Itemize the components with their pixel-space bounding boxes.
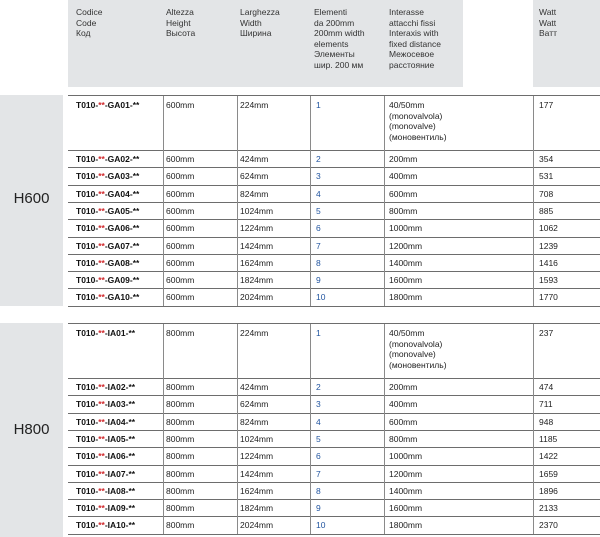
code-prefix: T010-: [76, 468, 99, 479]
cell-watt: 1416: [539, 257, 558, 268]
row-divider: [68, 430, 600, 431]
code-star: **: [98, 382, 105, 392]
cell-code: [76, 382, 135, 392]
interaxis-line: 400mm: [389, 399, 418, 410]
column-divider: [310, 324, 311, 534]
code-star: **: [98, 223, 105, 234]
header-elementi-line2: da 200mm: [314, 17, 355, 28]
code-suffix: -IA06-**: [104, 451, 136, 462]
cell-elements: 9: [316, 275, 321, 286]
code-suffix: -GA02-**: [104, 154, 140, 164]
cell-watt: 531: [539, 171, 554, 182]
code-suffix: -IA03-**: [104, 399, 136, 410]
cell-elements: 7: [316, 468, 321, 479]
cell-height: 800mm: [166, 451, 195, 462]
cell-elements: 9: [316, 503, 321, 514]
row-divider: [68, 185, 600, 186]
code-suffix: -IA02-**: [104, 382, 136, 392]
code-star: **: [98, 240, 105, 251]
row-divider: [68, 534, 600, 535]
header-elementi-line4: elements: [314, 38, 349, 49]
header-elementi-line3: 200mm width: [314, 28, 365, 38]
column-divider: [533, 324, 534, 534]
cell-elements: 10: [316, 292, 326, 303]
interaxis-line: 1800mm: [389, 520, 423, 531]
cell-watt: 1770: [539, 292, 558, 303]
code-prefix: T010-: [76, 520, 99, 531]
row-divider: [68, 271, 600, 272]
interaxis-line: 1000mm: [389, 451, 423, 462]
cell-elements: 6: [316, 223, 321, 234]
cell-interaxis: [389, 503, 422, 514]
code-star: **: [98, 503, 105, 514]
column-divider: [533, 96, 534, 306]
code-star: **: [98, 399, 105, 410]
code-prefix: T010-: [76, 154, 99, 164]
cell-code: [76, 520, 135, 530]
row-divider: [68, 447, 600, 448]
row-divider: [68, 288, 600, 289]
code-suffix: -GA08-**: [104, 257, 140, 268]
cell-code: [76, 469, 135, 479]
interaxis-line: (моновентиль): [389, 359, 447, 370]
cell-interaxis: [389, 520, 422, 531]
code-suffix: -GA07-**: [104, 240, 140, 251]
header-elementi-line1: Elementi: [314, 7, 348, 17]
cell-elements: 2: [316, 382, 321, 392]
code-prefix: T010-: [76, 292, 99, 303]
cell-elements: 6: [316, 451, 321, 462]
interaxis-line: 800mm: [389, 205, 418, 216]
cell-code: [76, 154, 139, 164]
header-watt: [539, 7, 557, 39]
cell-elements: 8: [316, 257, 321, 268]
interaxis-line: 40/50mm: [389, 328, 425, 338]
cell-code: [76, 417, 135, 427]
header-larghezza-ru: Ширина: [240, 28, 272, 38]
code-star: **: [98, 171, 105, 182]
column-divider: [384, 324, 385, 534]
cell-height: 600mm: [166, 100, 195, 110]
cell-watt: 1422: [539, 451, 558, 462]
header-codice-en: Code: [76, 17, 97, 28]
cell-width: 1824mm: [240, 275, 274, 286]
code-suffix: -IA04-**: [104, 416, 136, 427]
interaxis-line: 1800mm: [389, 292, 423, 303]
cell-height: 600mm: [166, 240, 195, 251]
header-larghezza-en: Width: [240, 17, 262, 28]
code-star: **: [98, 416, 105, 427]
interaxis-line: 1600mm: [389, 503, 423, 514]
cell-watt: 1185: [539, 433, 558, 444]
row-divider: [68, 254, 600, 255]
cell-watt: 2133: [539, 503, 558, 514]
code-prefix: T010-: [76, 451, 99, 462]
column-divider: [384, 96, 385, 306]
cell-width: 1224mm: [240, 223, 274, 234]
code-star: **: [98, 433, 105, 444]
cell-watt: 237: [539, 328, 554, 338]
code-prefix: T010-: [76, 240, 99, 251]
cell-elements: 10: [316, 520, 326, 531]
header-interasse-line5: Межосевое: [389, 49, 435, 59]
cell-width: 224mm: [240, 328, 269, 338]
cell-width: 1624mm: [240, 257, 274, 268]
row-divider: [68, 413, 600, 414]
row-divider: [68, 465, 600, 466]
cell-interaxis: [389, 241, 422, 252]
row-divider: [68, 167, 600, 168]
interaxis-line: 200mm: [389, 382, 418, 392]
group-label-h800: H800: [13, 421, 50, 438]
cell-elements: 5: [316, 433, 321, 444]
cell-elements: 5: [316, 205, 321, 216]
interaxis-line: 40/50mm: [389, 100, 425, 110]
cell-height: 800mm: [166, 328, 195, 338]
cell-width: 424mm: [240, 154, 269, 164]
cell-height: 800mm: [166, 503, 195, 514]
code-prefix: T010-: [76, 328, 99, 338]
code-suffix: -GA10-**: [104, 292, 140, 303]
cell-code: [76, 486, 135, 496]
cell-height: 800mm: [166, 485, 195, 496]
header-interasse: [389, 7, 441, 70]
cell-code: [76, 171, 139, 181]
code-prefix: T010-: [76, 188, 99, 199]
cell-elements: 2: [316, 154, 321, 164]
cell-code: [76, 451, 135, 461]
header-altezza: [166, 7, 195, 39]
interaxis-line: 200mm: [389, 154, 418, 164]
header-interasse-line1: Interasse: [389, 7, 424, 17]
cell-interaxis: [389, 328, 447, 370]
cell-elements: 7: [316, 240, 321, 251]
code-star: **: [98, 275, 105, 286]
cell-width: 1024mm: [240, 205, 274, 216]
row-divider: [68, 150, 600, 151]
cell-watt: 1896: [539, 485, 558, 496]
cell-interaxis: [389, 275, 422, 286]
row-divider: [68, 516, 600, 517]
header-interasse-line4: fixed distance: [389, 38, 441, 49]
header-watt-it: Watt: [539, 7, 557, 17]
header-codice-it: Codice: [76, 7, 103, 17]
cell-height: 600mm: [166, 154, 195, 164]
header-interasse-line3: Interaxis with: [389, 28, 439, 38]
cell-elements: 4: [316, 188, 321, 199]
code-suffix: -IA07-**: [104, 468, 136, 479]
cell-interaxis: [389, 171, 417, 182]
column-divider: [163, 324, 164, 534]
interaxis-line: 600mm: [389, 188, 418, 199]
header-interasse-line2: attacchi fissi: [389, 17, 436, 28]
cell-height: 600mm: [166, 292, 195, 303]
group-label-h600: H600: [13, 190, 50, 207]
row-divider: [68, 95, 600, 96]
cell-width: 1224mm: [240, 451, 274, 462]
cell-height: 600mm: [166, 275, 195, 286]
cell-watt: 1239: [539, 240, 558, 251]
header-watt-ru: Ватт: [539, 28, 557, 38]
code-suffix: -GA06-**: [104, 223, 140, 234]
code-star: **: [98, 520, 105, 531]
header-altezza-ru: Высота: [166, 28, 196, 38]
cell-watt: 1062: [539, 223, 558, 234]
cell-elements: 4: [316, 416, 321, 427]
cell-width: 424mm: [240, 382, 269, 392]
cell-width: 2024mm: [240, 520, 274, 531]
interaxis-line: 1400mm: [389, 257, 423, 268]
row-divider: [68, 499, 600, 500]
cell-interaxis: [389, 451, 422, 462]
cell-height: 800mm: [166, 433, 195, 444]
header-elementi-line5: Элементы: [314, 49, 355, 59]
code-suffix: -IA09-**: [104, 503, 136, 514]
cell-interaxis: [389, 189, 417, 200]
cell-interaxis: [389, 206, 417, 217]
cell-interaxis: [389, 434, 417, 445]
row-divider: [68, 395, 600, 396]
cell-elements: 3: [316, 171, 321, 182]
header-elementi: [314, 7, 365, 70]
column-divider: [237, 324, 238, 534]
cell-interaxis: [389, 154, 417, 165]
cell-watt: 1659: [539, 468, 558, 479]
cell-code: [76, 275, 139, 285]
header-larghezza-it: Larghezza: [240, 7, 280, 17]
column-divider: [237, 96, 238, 306]
code-prefix: T010-: [76, 503, 99, 514]
code-prefix: T010-: [76, 275, 99, 286]
code-suffix: -GA09-**: [104, 275, 140, 286]
cell-interaxis: [389, 399, 417, 410]
cell-code: [76, 503, 135, 513]
cell-interaxis: [389, 258, 422, 269]
interaxis-line: (monovalve): [389, 121, 436, 131]
cell-watt: 1593: [539, 275, 558, 286]
cell-height: 800mm: [166, 520, 195, 531]
row-divider: [68, 482, 600, 483]
code-suffix: -IA05-**: [104, 433, 136, 444]
cell-code: [76, 399, 135, 409]
interaxis-line: 600mm: [389, 416, 418, 427]
cell-elements: 1: [316, 100, 321, 110]
cell-interaxis: [389, 100, 447, 142]
cell-width: 624mm: [240, 171, 269, 182]
interaxis-line: 1400mm: [389, 485, 423, 496]
cell-watt: 177: [539, 100, 554, 110]
cell-elements: 3: [316, 399, 321, 410]
cell-watt: 711: [539, 399, 553, 410]
cell-code: [76, 189, 139, 199]
code-star: **: [98, 468, 105, 479]
cell-height: 800mm: [166, 468, 195, 479]
cell-width: 1024mm: [240, 433, 274, 444]
header-larghezza: [240, 7, 280, 39]
cell-width: 624mm: [240, 399, 269, 410]
cell-elements: 1: [316, 328, 321, 338]
code-prefix: T010-: [76, 205, 99, 216]
code-prefix: T010-: [76, 171, 99, 182]
cell-watt: 708: [539, 188, 554, 199]
interaxis-line: (monovalvola): [389, 338, 443, 349]
row-divider: [68, 219, 600, 220]
header-altezza-it: Altezza: [166, 7, 194, 17]
code-prefix: T010-: [76, 223, 99, 234]
code-suffix: -IA08-**: [104, 485, 136, 496]
header-codice: [76, 7, 102, 39]
interaxis-line: 400mm: [389, 171, 418, 182]
cell-height: 600mm: [166, 205, 195, 216]
interaxis-line: 1200mm: [389, 240, 423, 251]
cell-width: 1424mm: [240, 468, 274, 479]
code-suffix: -IA01-**: [104, 328, 136, 338]
header-codice-ru: Код: [76, 28, 91, 38]
cell-watt: 354: [539, 154, 554, 164]
cell-height: 800mm: [166, 382, 195, 392]
code-star: **: [98, 257, 105, 268]
code-suffix: -IA10-**: [104, 520, 136, 531]
header-watt-en: Watt: [539, 17, 557, 28]
cell-code: [76, 292, 139, 302]
cell-watt: 474: [539, 382, 554, 392]
code-suffix: -GA01-**: [104, 100, 140, 110]
code-prefix: T010-: [76, 100, 99, 110]
cell-interaxis: [389, 292, 422, 303]
cell-code: [76, 100, 139, 110]
cell-code: [76, 241, 139, 251]
code-prefix: T010-: [76, 382, 99, 392]
cell-width: 824mm: [240, 416, 269, 427]
interaxis-line: 1600mm: [389, 275, 423, 286]
cell-height: 800mm: [166, 416, 195, 427]
cell-interaxis: [389, 417, 417, 428]
code-star: **: [98, 154, 105, 164]
interaxis-line: 800mm: [389, 433, 418, 444]
code-star: **: [98, 205, 105, 216]
row-divider: [68, 306, 600, 307]
row-divider: [68, 237, 600, 238]
column-divider: [310, 96, 311, 306]
header-interasse-line6: расстояние: [389, 59, 435, 70]
cell-code: [76, 258, 139, 268]
cell-watt: 948: [539, 416, 554, 427]
cell-watt: 2370: [539, 520, 558, 531]
interaxis-line: 1000mm: [389, 223, 423, 234]
column-divider: [163, 96, 164, 306]
code-prefix: T010-: [76, 416, 99, 427]
code-prefix: T010-: [76, 433, 99, 444]
cell-width: 824mm: [240, 188, 269, 199]
cell-interaxis: [389, 486, 422, 497]
cell-code: [76, 328, 135, 338]
cell-interaxis: [389, 382, 417, 393]
interaxis-line: (monovalvola): [389, 110, 443, 121]
cell-height: 600mm: [166, 223, 195, 234]
code-star: **: [98, 292, 105, 303]
header-altezza-en: Height: [166, 17, 191, 28]
code-suffix: -GA04-**: [104, 188, 140, 199]
code-star: **: [98, 485, 105, 496]
interaxis-line: 1200mm: [389, 468, 423, 479]
cell-code: [76, 434, 135, 444]
row-divider: [68, 202, 600, 203]
cell-width: 2024mm: [240, 292, 274, 303]
cell-interaxis: [389, 223, 422, 234]
header-elementi-line6: шир. 200 мм: [314, 59, 364, 70]
code-prefix: T010-: [76, 257, 99, 268]
cell-width: 1824mm: [240, 503, 274, 514]
cell-width: 1424mm: [240, 240, 274, 251]
code-prefix: T010-: [76, 485, 99, 496]
code-suffix: -GA03-**: [104, 171, 140, 182]
row-divider: [68, 323, 600, 324]
cell-width: 1624mm: [240, 485, 274, 496]
code-prefix: T010-: [76, 399, 99, 410]
cell-code: [76, 223, 139, 233]
code-star: **: [98, 100, 105, 110]
code-star: **: [98, 328, 105, 338]
cell-height: 800mm: [166, 399, 195, 410]
code-star: **: [98, 451, 105, 462]
code-star: **: [98, 188, 105, 199]
cell-interaxis: [389, 469, 422, 480]
cell-height: 600mm: [166, 171, 195, 182]
cell-height: 600mm: [166, 257, 195, 268]
row-divider: [68, 378, 600, 379]
interaxis-line: (monovalve): [389, 349, 436, 359]
cell-code: [76, 206, 139, 216]
cell-width: 224mm: [240, 100, 269, 110]
interaxis-line: (моновентиль): [389, 131, 447, 142]
cell-watt: 885: [539, 205, 554, 216]
cell-elements: 8: [316, 485, 321, 496]
code-suffix: -GA05-**: [104, 205, 140, 216]
cell-height: 600mm: [166, 188, 195, 199]
